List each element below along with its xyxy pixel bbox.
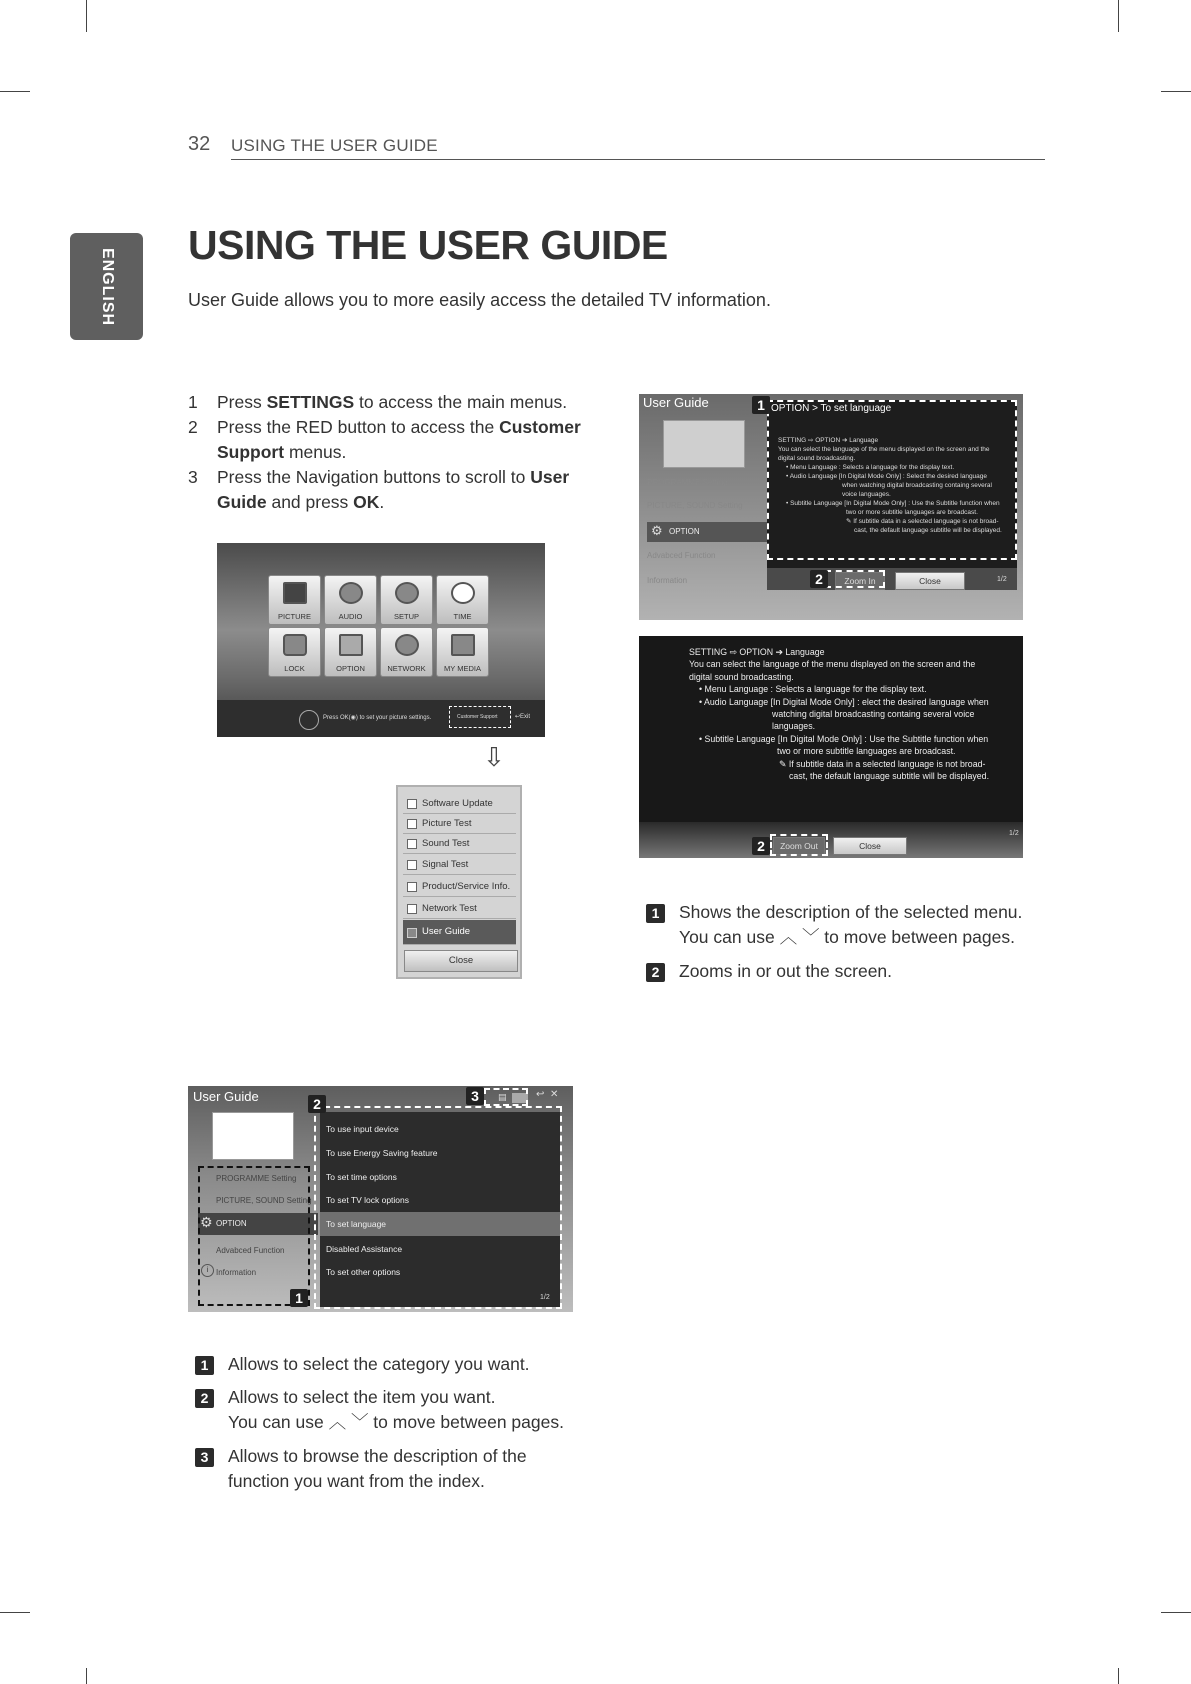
crop-mark [1118,1668,1119,1684]
list-item[interactable]: To set time options [326,1172,397,1182]
header-rule [231,159,1045,160]
tile-label: LOCK [284,664,305,673]
callout-number: 1 [195,1356,214,1375]
step-text: to access the main menus. [354,392,568,412]
back-icon: ↩ [515,713,521,720]
callout-notes-right [646,900,1046,992]
category-item-selected[interactable] [647,522,767,542]
step-number: 3 [188,467,198,487]
note-text: Allows to select the item you want. [228,1387,496,1407]
customer-support-label[interactable]: Customer Support [457,714,498,720]
page-indicator: 1/2 [1009,830,1019,837]
lock-icon [283,634,307,656]
description-path: SETTING ⇨ OPTION ➔ Language [689,647,825,657]
description-path: SETTING ⇨ OPTION ➔ Language [778,437,879,444]
crop-mark [0,91,30,92]
close-button[interactable]: Close [833,837,907,855]
callout-number: 1 [646,904,665,923]
list-item[interactable] [403,877,516,897]
menu-tile-picture[interactable] [268,575,321,625]
callout-note [646,959,1046,984]
crop-mark [1118,0,1119,32]
item-icon [407,904,417,914]
close-button[interactable]: Close [895,572,965,590]
category-highlight [198,1166,310,1306]
page-title: USING THE USER GUIDE [188,222,668,268]
callout-badge: 2 [810,570,828,588]
note-text: Allows to select the category you want. [228,1354,530,1374]
description-line: • Audio Language [In Digital Mode Only] : elect the desired language when [699,696,989,707]
ok-button-icon [299,710,319,730]
menu-tile-network[interactable] [380,627,433,677]
chevron-down-icon: ﹀ [801,928,820,948]
callout-note [195,1444,595,1494]
index-icon: ▤ [498,1093,507,1103]
user-guide-zoom-in-screenshot [639,394,1023,620]
close-icon[interactable]: ✕ [550,1089,559,1100]
item-label: Product/Service Info. [422,881,511,892]
step-text: Press the Navigation buttons to scroll to [217,467,531,487]
description-text [689,646,1009,782]
preview-thumbnail [212,1112,294,1160]
item-list-highlight [314,1106,562,1309]
step-text: Press [217,392,267,412]
description-line: cast, the default language subtitle will be displayed. [854,527,1002,534]
item-icon [407,860,417,870]
speaker-icon [339,582,363,604]
callout-badge: 1 [290,1289,308,1307]
callout-badge: 3 [466,1087,484,1105]
customer-support-menu [396,785,522,979]
step-text: Press the RED button to access the [217,417,500,437]
step-number: 1 [188,392,198,412]
callout-number: 2 [195,1389,214,1408]
description-line: ✎ If subtitle data in a selected language is not broad- [846,518,999,525]
crop-mark [1161,91,1191,92]
callout-number: 3 [195,1448,214,1467]
description-line: two or more subtitle languages are broadcast. [777,746,956,757]
globe-icon [395,634,419,656]
category-item[interactable]: Advabced Function [216,1246,285,1255]
tv-menu-bottom-bar [217,700,545,737]
note-text-part: to move between pages. [368,1412,564,1432]
description-line: when watching digital broadcasting containg several [842,482,992,489]
gear-icon: ⚙ [200,1215,213,1231]
info-icon: i [201,1264,214,1277]
tile-label: TIME [453,612,472,621]
callout-number: 2 [646,963,665,982]
menu-tile-time[interactable] [436,575,489,625]
note-text: Shows the description of the selected menu. [679,902,1023,922]
menu-tile-option[interactable] [324,627,377,677]
crop-mark [86,1668,87,1684]
menu-tile-lock[interactable] [268,627,321,677]
description-line: languages. [772,721,816,732]
page-indicator: 1/2 [997,576,1007,583]
clock-icon [451,582,475,604]
zoom-out-button[interactable]: Zoom Out [773,837,825,855]
item-icon [407,882,417,892]
callout-note [195,1385,595,1436]
description-line: digital sound broadcasting. [689,671,794,682]
crop-mark [1161,1612,1191,1613]
item-label: User Guide [422,926,471,937]
note-text: function you want from the index. [228,1471,485,1491]
back-icon[interactable]: ↩ [536,1089,545,1100]
intro-text: User Guide allows you to more easily access the detailed TV information. [188,290,771,310]
list-item[interactable] [403,899,516,919]
user-guide-list-screenshot [188,1086,573,1312]
item-label: Picture Test [422,818,472,829]
note-text: Zooms in or out the screen. [679,961,893,981]
callout-notes-left [195,1352,595,1502]
item-label: Signal Test [422,859,469,870]
category-item[interactable]: PICTURE, SOUND Setting [647,501,743,510]
category-label: OPTION [669,527,700,536]
description-line: • Subtitle Language [In Digital Mode Only] : Use the Subtitle function when [786,500,1000,507]
description-line: • Menu Language : Selects a language for the display text. [786,464,955,471]
category-item[interactable]: Information [216,1268,257,1277]
step-item [188,465,598,515]
description-line: • Menu Language : Selects a language for the display text. [699,684,927,695]
list-item[interactable] [403,814,516,834]
crop-mark [86,0,87,32]
description-line: two or more subtitle languages are broadcast. [846,509,978,516]
callout-note [646,900,1046,951]
index-highlight [484,1088,528,1106]
user-guide-zoom-out-screenshot [639,636,1023,858]
list-item[interactable]: To use Energy Saving feature [326,1148,438,1158]
description-line: You can select the language of the menu displayed on the screen and the [689,659,976,670]
satellite-icon [395,582,419,604]
user-guide-title: User Guide [193,1089,259,1104]
step-number: 2 [188,417,198,437]
chevron-up-icon: ︿ [779,928,798,948]
tile-label: AUDIO [338,612,363,621]
chevron-up-icon: ︿ [328,1413,347,1433]
list-item[interactable] [403,834,516,854]
description-line: voice languages. [842,491,891,498]
crop-mark [0,1612,30,1613]
tv-icon [283,582,307,604]
category-item[interactable]: PROGRAMME Setting [216,1174,297,1183]
callout-badge: 2 [752,837,770,855]
zoom-in-button[interactable]: Zoom In [835,572,885,590]
zoom-button-highlight [770,834,828,856]
exit-label: Exit [520,714,531,720]
step-text: menus. [284,442,347,462]
tile-label: MY MEDIA [444,664,481,673]
list-item[interactable]: To set TV lock options [326,1195,409,1205]
callout-badge: 2 [308,1095,326,1113]
zoom-button-highlight [825,570,885,588]
step-text: . [379,492,385,512]
tile-label: PICTURE [278,612,311,621]
category-item[interactable]: Advabced Function [647,551,716,560]
note-text-part: You can use [228,1412,329,1432]
item-icon [407,819,417,829]
list-item[interactable] [403,794,516,814]
item-icon [407,799,417,809]
description-line: cast, the default language subtitle will be displayed. [789,771,990,782]
note-text [228,1410,595,1436]
note-text-part: to move between pages. [819,927,1015,947]
note-text: Allows to browse the description of the [228,1446,527,1466]
language-tab [70,233,143,340]
panel-footer [639,822,1023,858]
tv-main-menu-screenshot [217,543,545,737]
toolbox-icon [339,634,363,656]
item-label: Software Update [422,798,493,809]
steps-list [188,390,598,515]
callout-badge: 1 [752,396,770,414]
description-line: • Audio Language [In Digital Mode Only] : Select the desired language [786,473,988,480]
media-icon [451,634,475,656]
category-item[interactable]: Information [647,576,688,585]
chevron-down-icon: ﹀ [350,1413,369,1433]
gear-icon: ⚙ [651,524,663,539]
list-item[interactable]: To use input device [326,1124,399,1134]
step-item [188,415,598,465]
category-item[interactable]: PICTURE, SOUND Setting [216,1196,312,1205]
running-header: USING THE USER GUIDE [231,136,438,155]
menu-tile-my-media[interactable] [436,627,489,677]
page-number: 32 [188,133,211,155]
note-text [679,925,1046,951]
step-keyword: SETTINGS [266,392,355,412]
tv-menu-hint: Press OK(◉) to set your picture settings. [323,715,432,721]
callout-note [195,1352,595,1377]
panel-title: OPTION > To set language [771,403,892,414]
book-icon [407,928,417,938]
tile-label: SETUP [393,612,419,621]
list-item[interactable] [403,855,516,875]
preview-thumbnail [663,420,745,468]
item-label: Sound Test [422,838,470,849]
menu-tile-audio[interactable] [324,575,377,625]
list-item-user-guide[interactable] [403,920,516,945]
panel-footer [767,568,1017,590]
user-guide-title: User Guide [643,395,709,410]
step-keyword: Customer Support [217,417,581,462]
item-label: Network Test [422,903,477,914]
step-keyword: User Guide [217,467,570,512]
category-label: OPTION [216,1219,247,1228]
note-text-part: You can use [679,927,780,947]
list-item-label: To set language [326,1219,387,1229]
step-keyword: OK [353,492,380,512]
category-item[interactable]: PROGRAMME Setting [647,478,728,487]
tile-label: OPTION [336,664,365,673]
page-indicator: 1/2 [540,1294,550,1301]
description-line: You can select the language of the menu displayed on the screen and the [778,446,990,453]
menu-tile-setup[interactable] [380,575,433,625]
language-tab-label: ENGLISH [98,247,116,326]
description-line: ✎ If subtitle data in a selected language is not broad- [779,758,986,769]
down-arrow-icon: ⇩ [483,743,505,773]
list-item[interactable]: To set other options [326,1267,401,1277]
close-button[interactable]: Close [404,950,518,972]
description-line: • Subtitle Language [In Digital Mode Only] : Use the Subtitle function when [699,733,989,744]
tile-label: NETWORK [387,664,426,673]
item-icon [407,839,417,849]
step-item [188,390,598,415]
list-item[interactable]: Disabled Assistance [326,1244,403,1254]
exit-button[interactable] [515,713,530,720]
step-text: and press [266,492,354,512]
description-line: digital sound broadcasting. [778,455,856,462]
description-highlight [767,400,1017,560]
description-line: watching digital broadcasting containg several voice [772,709,975,720]
